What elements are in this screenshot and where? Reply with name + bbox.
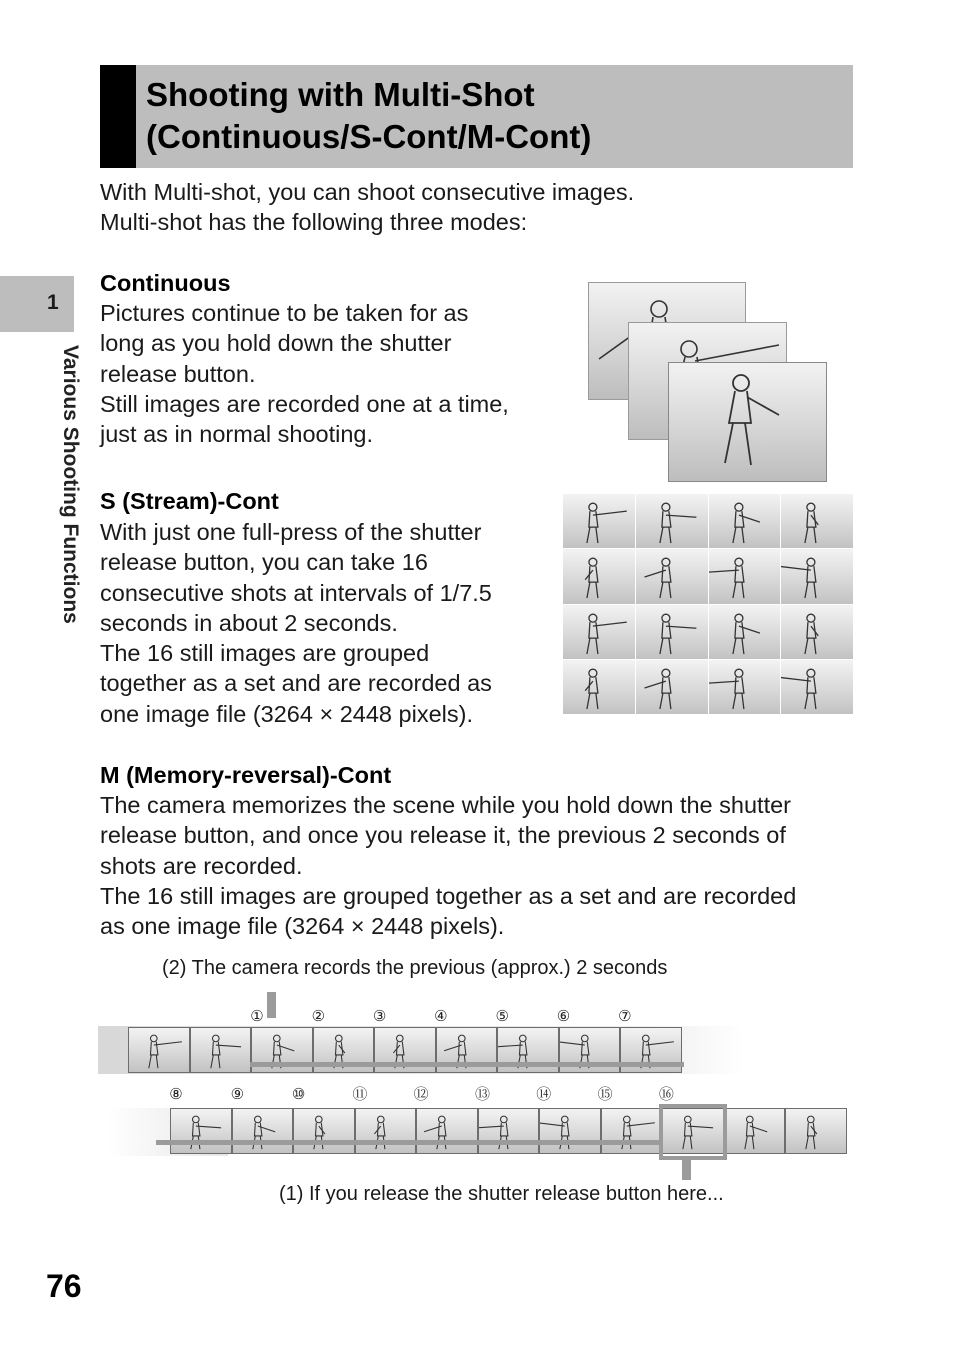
stream-frame (780, 604, 854, 660)
stream-frame (708, 548, 782, 604)
memory-cont-filmstrip (98, 990, 858, 1190)
record-range-bar-row2 (156, 1140, 661, 1145)
stream-frame (562, 548, 636, 604)
stream-frame (635, 493, 709, 549)
frame-number: ① (250, 1008, 264, 1025)
section-heading-memory: M (Memory-reversal)-Cont (100, 762, 392, 788)
frame-number: ⑪ (352, 1086, 368, 1103)
filmstrip-frame (478, 1108, 540, 1154)
section-heading-stream: S (Stream)-Cont (100, 488, 279, 514)
frame-number: ⑨ (230, 1086, 245, 1103)
frame-number: ⑧ (169, 1086, 183, 1103)
stream-cont-grid (562, 493, 853, 714)
frame-number: ⑬ (474, 1086, 490, 1103)
frame-number: ⑦ (618, 1008, 632, 1025)
section-body-stream: With just one full-press of the shutter release button, you can take 16 consecutive shots at intervals of 1/7.5 seconds in about 2 seconds. The 16 still images are grouped together as a set and are recorded as one image file (3264 × 2448 pixels). (100, 519, 492, 727)
chapter-label: Various Shooting Functions (59, 345, 82, 624)
stream-frame (780, 493, 854, 549)
frame-number: ⑮ (597, 1086, 613, 1103)
record-start-marker (267, 992, 276, 1018)
frame-number: ⑩ (291, 1086, 306, 1103)
page-number: 76 (46, 1268, 82, 1304)
record-range-bar-row1 (250, 1062, 684, 1067)
filmstrip-frame (232, 1108, 294, 1154)
diagram-caption-bottom: (1) If you release the shutter release button here... (279, 1183, 724, 1205)
stream-frame (635, 604, 709, 660)
section-heading-continuous: Continuous (100, 270, 231, 296)
title-accent-block (100, 65, 136, 168)
stream-frame (708, 659, 782, 715)
frame-number: ③ (372, 1008, 387, 1025)
stream-frame (635, 659, 709, 715)
continuous-illustration (588, 282, 828, 482)
diagram-caption-top: (2) The camera records the previous (approx.) 2 seconds (162, 957, 668, 979)
stream-frame (562, 659, 636, 715)
filmstrip-frame (355, 1108, 417, 1154)
frame-number: ⑯ (658, 1086, 674, 1103)
filmstrip-frame (724, 1108, 786, 1154)
section-body-memory: The camera memorizes the scene while you hold down the shutter release button, and once you release it, the previous 2 seconds of shots are recorded. The 16 still images are grouped together as a set and are recorded as one image file (3264 × 2448 pixels). (100, 792, 797, 940)
stream-frame (635, 548, 709, 604)
intro-text: With Multi-shot, you can shoot consecutive images. Multi-shot has the following three modes: (100, 179, 635, 236)
filmstrip-frame (170, 1108, 232, 1154)
filmstrip-frame (293, 1108, 355, 1154)
filmstrip-frame (190, 1027, 252, 1073)
stream-frame (562, 493, 636, 549)
frame-number: ④ (434, 1008, 448, 1025)
filmstrip-frame (539, 1108, 601, 1154)
frame-number: ⑫ (413, 1086, 429, 1103)
filmstrip-frame (416, 1108, 478, 1154)
stream-frame (780, 548, 854, 604)
filmstrip-frame (785, 1108, 847, 1154)
section-body-continuous: Pictures continue to be taken for as long as you hold down the shutter release button. Still images are recorded one at a time, just as in normal shooting. (100, 300, 509, 448)
continuous-photo-3 (668, 362, 827, 482)
filmstrip-frame (601, 1108, 663, 1154)
stream-frame (708, 493, 782, 549)
chapter-tab (0, 276, 74, 332)
stream-frame (708, 604, 782, 660)
frame-number: ② (311, 1008, 326, 1025)
frame-number: ⑭ (536, 1086, 552, 1103)
release-frame-highlight (659, 1104, 727, 1160)
frame-number: ⑥ (556, 1008, 571, 1025)
frame-number: ⑤ (495, 1008, 509, 1025)
stream-frame (562, 604, 636, 660)
chapter-number: 1 (47, 291, 59, 314)
stream-frame (780, 659, 854, 715)
page-title: Shooting with Multi-Shot (Continuous/S-Cont/M-Cont) (146, 76, 592, 155)
filmstrip-frame (128, 1027, 190, 1073)
